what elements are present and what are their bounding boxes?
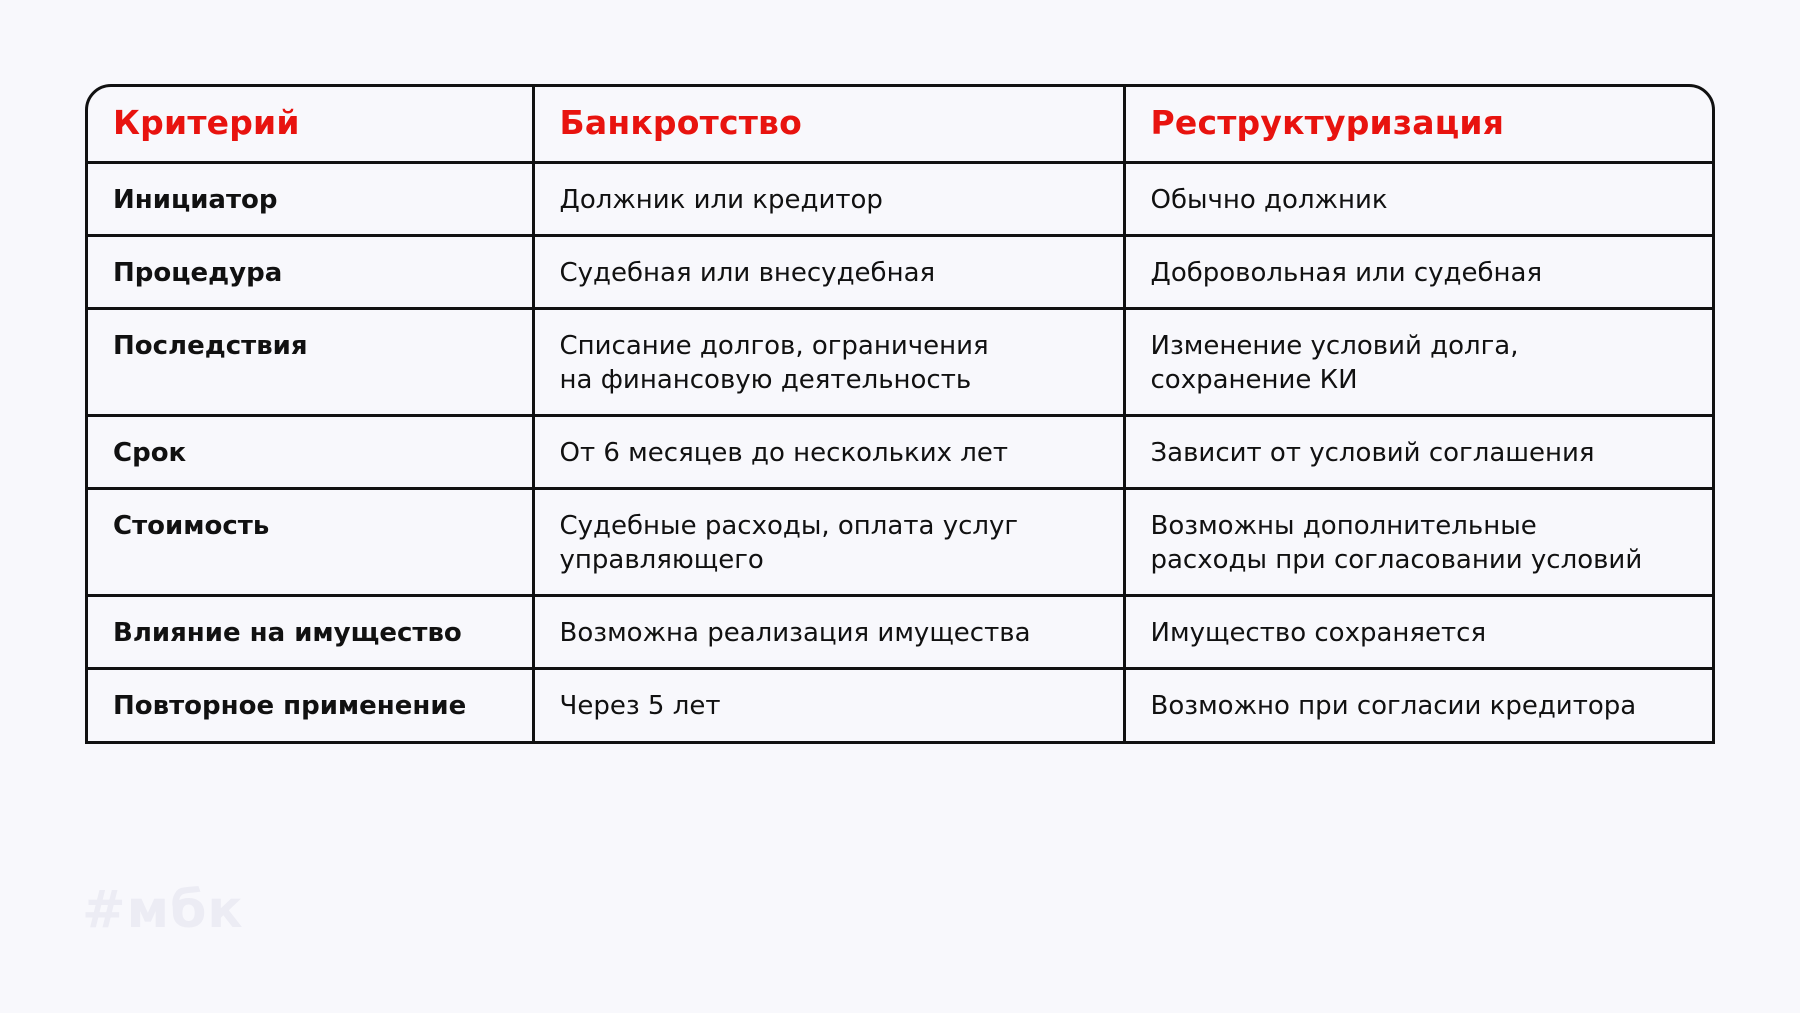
bankruptcy-cell: Через 5 лет [533, 668, 1124, 741]
bankruptcy-cell: Возможна реализация имущества [533, 595, 1124, 668]
bankruptcy-cell: Судебная или внесудебная [533, 235, 1124, 308]
header-bankruptcy: Банкротство [533, 87, 1124, 162]
restructuring-cell: Зависит от условий соглашения [1124, 415, 1712, 488]
bankruptcy-cell: Списание долгов, ограничения на финансовую деятельность [533, 308, 1124, 415]
criterion-cell: Влияние на имущество [88, 595, 533, 668]
restructuring-cell: Имущество сохраняется [1124, 595, 1712, 668]
table-row [88, 308, 1712, 415]
bankruptcy-cell: Судебные расходы, оплата услуг управляющего [533, 488, 1124, 595]
comparison-table [88, 87, 1712, 741]
table-row [88, 235, 1712, 308]
bankruptcy-cell: От 6 месяцев до нескольких лет [533, 415, 1124, 488]
criterion-cell: Стоимость [88, 488, 533, 595]
restructuring-cell: Изменение условий долга, сохранение КИ [1124, 308, 1712, 415]
criterion-cell: Инициатор [88, 162, 533, 235]
table-row [88, 668, 1712, 741]
comparison-table-container [85, 84, 1715, 744]
header-criterion: Критерий [88, 87, 533, 162]
table-header-row [88, 87, 1712, 162]
criterion-cell: Повторное применение [88, 668, 533, 741]
table-row [88, 488, 1712, 595]
restructuring-cell: Возможны дополнительные расходы при согласовании условий [1124, 488, 1712, 595]
restructuring-cell: Добровольная или судебная [1124, 235, 1712, 308]
table-row [88, 162, 1712, 235]
criterion-cell: Срок [88, 415, 533, 488]
criterion-cell: Последствия [88, 308, 533, 415]
restructuring-cell: Возможно при согласии кредитора [1124, 668, 1712, 741]
restructuring-cell: Обычно должник [1124, 162, 1712, 235]
header-restructuring: Реструктуризация [1124, 87, 1712, 162]
criterion-cell: Процедура [88, 235, 533, 308]
watermark-logo: #мбк [82, 880, 244, 940]
bankruptcy-cell: Должник или кредитор [533, 162, 1124, 235]
table-row [88, 415, 1712, 488]
table-row [88, 595, 1712, 668]
